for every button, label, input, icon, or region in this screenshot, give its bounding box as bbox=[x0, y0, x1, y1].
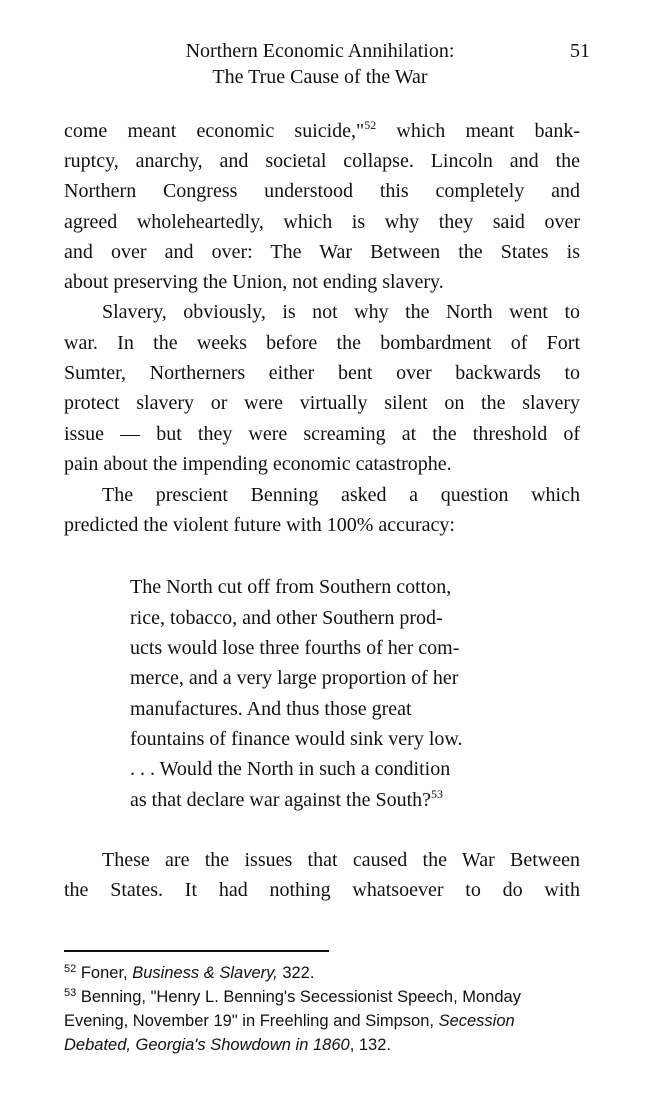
quote-line: fountains of finance would sink very low. bbox=[130, 728, 463, 750]
quote-line: The North cut off from Southern cotton, bbox=[130, 576, 452, 598]
text-line: and over and over: The War Between the States is bbox=[64, 241, 580, 263]
text-line: Slavery, obviously, is not why the North went to bbox=[102, 301, 580, 323]
text-line: pain about the impending economic catastrophe. bbox=[64, 453, 452, 475]
footnote-53-continued bbox=[64, 1010, 594, 1032]
text-span: come meant economic suicide," bbox=[64, 120, 365, 142]
running-header-title: Northern Economic Annihilation: bbox=[185, 40, 455, 62]
text-span: Benning, "Henry L. Benning's Secessionist Speech, Monday bbox=[80, 988, 521, 1006]
text-line: the States. It had nothing whatsoever to do with bbox=[64, 879, 580, 901]
text-span: Foner, bbox=[80, 964, 133, 982]
text-line bbox=[64, 118, 580, 144]
quote-line: rice, tobacco, and other Southern prod- bbox=[130, 607, 443, 629]
footnote-number: 53 bbox=[64, 987, 77, 999]
text-line: Sumter, Northerners either bent over backwards to bbox=[64, 362, 580, 384]
footnote-52 bbox=[64, 962, 594, 984]
footnote-53-continued bbox=[64, 1034, 594, 1056]
text-line: war. In the weeks before the bombardment of Fort bbox=[64, 332, 580, 354]
text-line: protect slavery or were virtually silent on the slavery bbox=[64, 392, 580, 414]
footnote-separator bbox=[64, 950, 329, 952]
text-span: , 132. bbox=[349, 1036, 391, 1054]
footnote-ref-53[interactable]: 53 bbox=[431, 787, 443, 801]
text-line: predicted the violent future with 100% accuracy: bbox=[64, 514, 455, 536]
running-header-subtitle: The True Cause of the War bbox=[212, 66, 428, 88]
citation-title: Business & Slavery, bbox=[132, 964, 278, 982]
footnote-ref-52[interactable]: 52 bbox=[364, 118, 377, 132]
text-span: which meant bank- bbox=[396, 120, 581, 142]
text-line: The prescient Benning asked a question which bbox=[102, 484, 580, 506]
text-line: Northern Congress understood this completely and bbox=[64, 180, 580, 202]
page-number: 51 bbox=[570, 40, 590, 62]
quote-line: ucts would lose three fourths of her com- bbox=[130, 637, 460, 659]
text-line: ruptcy, anarchy, and societal collapse. Lincoln and the bbox=[64, 150, 580, 172]
text-line: about preserving the Union, not ending slavery. bbox=[64, 271, 444, 293]
text-span: 322. bbox=[277, 964, 315, 982]
footnote-number: 52 bbox=[64, 963, 77, 975]
text-line: agreed wholeheartedly, which is why they said over bbox=[64, 211, 580, 233]
quote-line: . . . Would the North in such a condition bbox=[130, 758, 451, 780]
quote-line: manufactures. And thus those great bbox=[130, 698, 412, 720]
quote-line bbox=[130, 787, 530, 813]
citation-title: Debated, Georgia's Showdown in 1860 bbox=[64, 1036, 350, 1054]
text-span: as that declare war against the South? bbox=[130, 789, 431, 811]
quote-line: merce, and a very large proportion of her bbox=[130, 667, 459, 689]
text-span: Evening, November 19" in Freehling and Simpson, bbox=[64, 1012, 439, 1030]
citation-title: Secession bbox=[438, 1012, 515, 1030]
text-line: These are the issues that caused the War Between bbox=[102, 849, 580, 871]
text-line: issue — but they were screaming at the threshold of bbox=[64, 423, 580, 445]
footnote-53 bbox=[64, 986, 594, 1008]
